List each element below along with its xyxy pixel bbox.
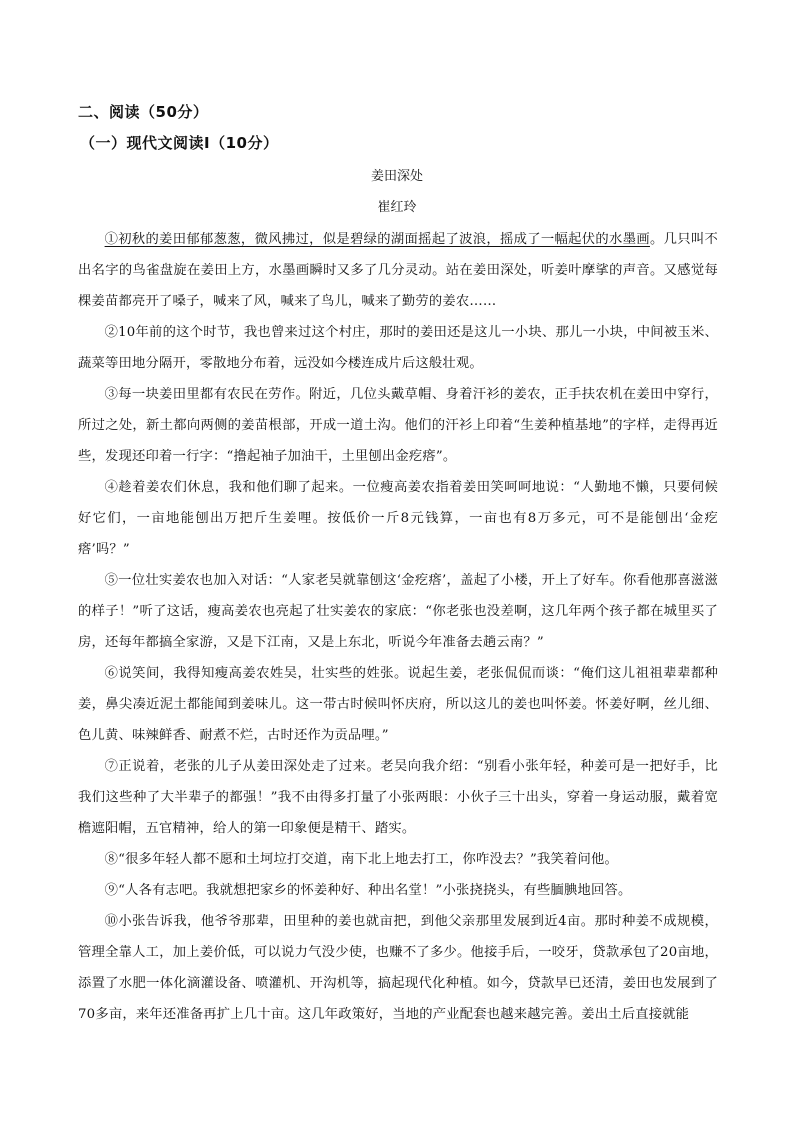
subsection-heading: （一）现代文阅读Ⅰ（10分） [80, 134, 279, 152]
paragraph-2: ②10年前的这个时节，我也曾来过这个村庄，那时的姜田还是这儿一小块、那儿一小块，中间被玉米、蔬菜等田地分隔开，零散地分布着，远没如今楼连成片后这般壮观。 [78, 325, 718, 371]
section-heading: 二、阅读（50分） [78, 103, 209, 121]
article-title: 姜田深处 [370, 169, 423, 184]
paragraph-4: ④趁着姜农们休息，我和他们聊了起来。一位瘦高姜农指着姜田笑呵呵地说：“人勤地不懒，只要伺候好它们，一亩地能刨出万把斤生姜哩。按低价一斤8元钱算，一亩也有8万多元，可不是能刨出‘金疙瘩’吗？” [78, 480, 718, 557]
paragraph-9: ⑨“人各有志吧。我就想把家乡的怀姜种好、种出名堂！”小张挠挠头，有些腼腆地回答。 [104, 883, 632, 898]
paragraph-1-rest: 。几只叫不出名字的鸟雀盘旋在姜田上方，水墨画瞬时又多了几分灵动。站在姜田深处，听姜叶摩挲的声音。又感觉每棵姜苗都亮开了嗓子，喊来了风，喊来了鸟儿，喊来了勤劳的姜农…… [78, 232, 719, 309]
paragraph-3: ③每一块姜田里都有农民在劳作。附近，几位头戴草帽、身着汗衫的姜农，正手扶农机在姜田中穿行，所过之处，新土都向两侧的姜苗根部，开成一道土沟。他们的汗衫上印着“生姜种植基地”的字样，走得再近些，发现还印着一行字：“撸起袖子加油干，土里刨出金疙瘩”。 [78, 387, 718, 464]
paragraph-10: ⑩小张告诉我，他爷爷那辈，田里种的姜也就亩把，到他父亲那里发展到近4亩。那时种姜不成规模，管理全靠人工，加上姜价低，可以说力气没少使，也赚不了多少。他接手后，一咬牙，贷款承包了20亩地，添置了水肥一体化滴灌设备、喷灌机、开沟机等，搞起现代化种植。如今，贷款早已还清，姜田也发展到了70多亩，来年还准备再扩上几十亩。这几年政策好，当地的产业配套也越来越完善。姜出土后直接就能 [78, 914, 718, 1022]
paragraph-1 [78, 224, 718, 317]
underlined-sentence: ①初秋的姜田郁郁葱葱，微风拂过，似是碧绿的湖面摇起了波浪，摇成了一幅起伏的水墨画 [104, 232, 650, 247]
paragraph-8: ⑧“很多年轻人都不愿和土坷垃打交道，南下北上地去打工，你咋没去？”我笑着问他。 [104, 852, 618, 867]
paragraph-6: ⑥说笑间，我得知瘦高姜农姓吴，壮实些的姓张。说起生姜，老张侃侃而谈：“俺们这儿祖祖辈辈都种姜，鼻尖凑近泥土都能闻到姜味儿。这一带古时候叫怀庆府，所以这儿的姜也叫怀姜。怀姜好啊，丝儿细、色儿黄、味辣鲜香、耐煮不烂，古时还作为贡品哩。” [78, 666, 718, 743]
article-author: 崔红玲 [377, 200, 417, 215]
paragraph-5: ⑤一位壮实姜农也加入对话：“人家老吴就靠刨这‘金疙瘩’，盖起了小楼，开上了好车。你看他那喜滋滋的样子！”听了这话，瘦高姜农也亮起了壮实姜农的家底：“你老张也没差啊，这几年两个孩子都在城里买了房，还每年都搞全家游，又是下江南，又是上东北，听说今年准备去趟云南？” [78, 573, 718, 650]
article-body [78, 224, 718, 1030]
paragraph-7: ⑦正说着，老张的儿子从姜田深处走了过来。老吴向我介绍：“别看小张年轻，种姜可是一把好手，比我们这些种了大半辈子的都强！”我不由得多打量了小张两眼：小伙子三十出头，穿着一身运动服，戴着宽檐遮阳帽，五官精神，给人的第一印象便是精干、踏实。 [78, 759, 718, 836]
